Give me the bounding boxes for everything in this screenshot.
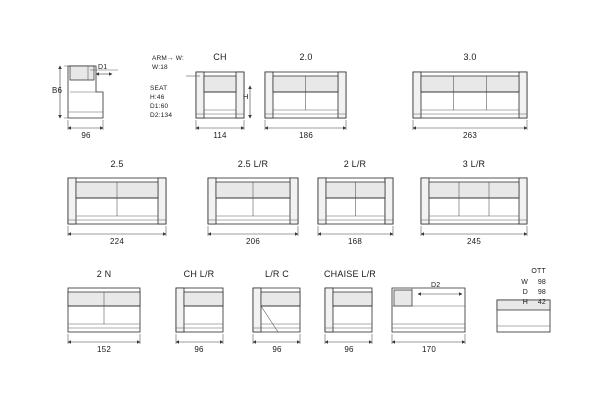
label-module-2n: 2 N xyxy=(96,269,112,279)
module-chaise-long-drawing xyxy=(392,288,465,344)
sofa-2-5-lr-drawing xyxy=(208,178,298,236)
label-ottoman-title: OTT xyxy=(531,268,546,275)
sofa-3-0-drawing xyxy=(413,72,527,130)
ottoman-spec-key-w: W xyxy=(521,279,528,286)
label-side-height: B6 xyxy=(52,86,63,95)
side-view-drawing xyxy=(60,66,118,130)
label-module-lr-c: L/R C xyxy=(264,269,289,279)
module-ch-lr-drawing xyxy=(176,288,223,344)
label-sofa-3-0: 3.0 xyxy=(463,52,477,62)
dim-module-ch-lr-width: 96 xyxy=(194,345,204,354)
ottoman-spec-key-d: D xyxy=(522,289,528,296)
label-chair: CH xyxy=(213,52,227,62)
dim-sofa-2-lr-width: 168 xyxy=(348,237,362,246)
dim-module-chaise-lr-width: 96 xyxy=(344,345,354,354)
ottoman-spec-value-h: 42 xyxy=(537,299,546,306)
dim-sofa-2-5-lr-width: 206 xyxy=(246,237,260,246)
label-sofa-2-0: 2.0 xyxy=(299,52,313,62)
annotation-arm-line-2: W:18 xyxy=(152,64,168,71)
dim-module-chaise-long-width: 170 xyxy=(422,345,436,354)
label-sofa-2-5-lr: 2.5 L/R xyxy=(237,159,269,169)
ottoman-spec-value-w: 98 xyxy=(537,279,546,286)
label-sofa-2-lr: 2 L/R xyxy=(343,159,367,169)
module-lr-c-drawing xyxy=(253,288,300,344)
annotation-seat-height: H:46 xyxy=(150,94,165,101)
dim-sofa-3-0-width: 263 xyxy=(463,131,477,140)
dim-side-view-width: 96 xyxy=(81,131,91,140)
annotation-seat-title: SEAT xyxy=(150,85,168,92)
chair-drawing xyxy=(186,72,250,130)
dim-sofa-2-0-width: 186 xyxy=(299,131,313,140)
label-module-chaise-lr: CHAISE L/R xyxy=(323,269,376,279)
label-sofa-3-lr: 3 L/R xyxy=(462,159,486,169)
label-chaise-depth-d2: D2 xyxy=(431,282,441,289)
label-module-ch-lr: CH L/R xyxy=(183,269,215,279)
sofa-3-lr-drawing xyxy=(421,178,527,236)
dim-chair-width: 114 xyxy=(213,131,227,140)
ottoman-spec-value-d: 98 xyxy=(537,289,546,296)
annotation-seat-d1: D1:60 xyxy=(150,103,169,110)
module-2n-drawing xyxy=(68,288,140,344)
label-chair-height: H xyxy=(243,92,249,101)
dim-module-2n-width: 152 xyxy=(97,345,111,354)
ottoman-spec-key-h: H xyxy=(522,299,528,306)
annotation-arm-line-1: ARM→ W: xyxy=(152,55,184,62)
sofa-2-0-drawing xyxy=(265,72,346,130)
dim-module-lr-c-width: 96 xyxy=(272,345,282,354)
sofa-2-5-drawing xyxy=(68,178,166,236)
module-chaise-lr-drawing xyxy=(325,288,372,344)
annotation-seat-d2: D2:134 xyxy=(150,112,173,119)
dim-sofa-2-5-width: 224 xyxy=(110,237,124,246)
sofa-2-lr-drawing xyxy=(318,178,393,236)
dim-sofa-3-lr-width: 245 xyxy=(467,237,481,246)
label-sofa-2-5: 2.5 xyxy=(110,159,124,169)
label-side-depth-d1: D1 xyxy=(98,64,108,71)
